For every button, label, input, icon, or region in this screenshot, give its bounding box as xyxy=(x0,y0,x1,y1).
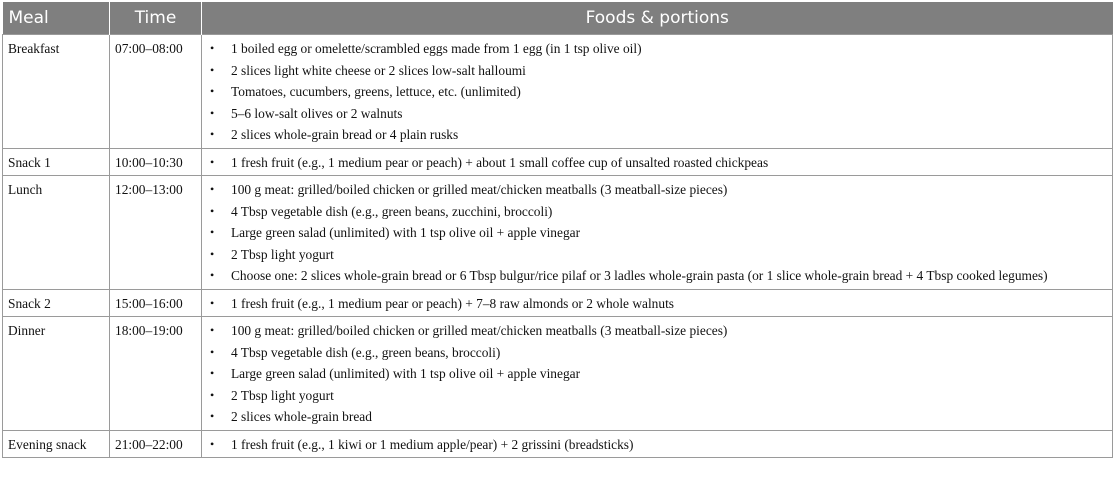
food-item: • 5–6 low-salt olives or 2 walnuts xyxy=(207,103,1107,125)
table-row xyxy=(3,176,1113,290)
header-foods: Foods & portions xyxy=(202,2,1113,35)
food-item: • 1 fresh fruit (e.g., 1 medium pear or peach) + about 1 small coffee cup of unsalted roasted chickpeas xyxy=(207,152,1107,174)
food-item: • Choose one: 2 slices whole-grain bread or 6 Tbsp bulgur/rice pilaf or 3 ladles whole-grain pasta (or 1 slice whole-grain bread + 4 Tbsp cooked legumes) xyxy=(207,265,1107,287)
meal-cell: Snack 1 xyxy=(3,148,110,176)
food-list xyxy=(207,38,1107,146)
food-item: • 100 g meat: grilled/boiled chicken or grilled meat/chicken meatballs (3 meatball-size pieces) xyxy=(207,179,1107,201)
time-cell: 21:00–22:00 xyxy=(110,430,202,458)
food-item: • 2 slices light white cheese or 2 slices low-salt halloumi xyxy=(207,60,1107,82)
foods-cell xyxy=(202,317,1113,431)
food-list xyxy=(207,320,1107,428)
food-list xyxy=(207,152,1107,174)
food-item: • 2 Tbsp light yogurt xyxy=(207,385,1107,407)
food-item: • 1 fresh fruit (e.g., 1 medium pear or peach) + 7–8 raw almonds or 2 whole walnuts xyxy=(207,293,1107,315)
time-cell: 10:00–10:30 xyxy=(110,148,202,176)
foods-cell xyxy=(202,148,1113,176)
food-item: • Large green salad (unlimited) with 1 tsp olive oil + apple vinegar xyxy=(207,363,1107,385)
table-row xyxy=(3,148,1113,176)
food-list xyxy=(207,293,1107,315)
meal-cell: Lunch xyxy=(3,176,110,290)
meal-plan-table xyxy=(2,2,1113,458)
meal-cell: Dinner xyxy=(3,317,110,431)
food-list xyxy=(207,434,1107,456)
header-row xyxy=(3,2,1113,35)
food-item: • 2 slices whole-grain bread or 4 plain rusks xyxy=(207,124,1107,146)
time-cell: 18:00–19:00 xyxy=(110,317,202,431)
foods-cell xyxy=(202,289,1113,317)
meal-cell: Snack 2 xyxy=(3,289,110,317)
table-row xyxy=(3,35,1113,149)
foods-cell xyxy=(202,176,1113,290)
foods-cell xyxy=(202,35,1113,149)
table-body xyxy=(3,35,1113,458)
food-item: • 2 slices whole-grain bread xyxy=(207,406,1107,428)
food-item: • 1 boiled egg or omelette/scrambled eggs made from 1 egg (in 1 tsp olive oil) xyxy=(207,38,1107,60)
food-item: • 2 Tbsp light yogurt xyxy=(207,244,1107,266)
table-row xyxy=(3,430,1113,458)
table-header xyxy=(3,2,1113,35)
header-time: Time xyxy=(110,2,202,35)
foods-cell xyxy=(202,430,1113,458)
meal-cell: Evening snack xyxy=(3,430,110,458)
time-cell: 12:00–13:00 xyxy=(110,176,202,290)
food-item: • Tomatoes, cucumbers, greens, lettuce, etc. (unlimited) xyxy=(207,81,1107,103)
table-row xyxy=(3,317,1113,431)
food-list xyxy=(207,179,1107,287)
food-item: • 4 Tbsp vegetable dish (e.g., green beans, broccoli) xyxy=(207,342,1107,364)
meal-cell: Breakfast xyxy=(3,35,110,149)
time-cell: 07:00–08:00 xyxy=(110,35,202,149)
food-item: • 4 Tbsp vegetable dish (e.g., green beans, zucchini, broccoli) xyxy=(207,201,1107,223)
food-item: • 100 g meat: grilled/boiled chicken or grilled meat/chicken meatballs (3 meatball-size pieces) xyxy=(207,320,1107,342)
time-cell: 15:00–16:00 xyxy=(110,289,202,317)
table-row xyxy=(3,289,1113,317)
food-item: • Large green salad (unlimited) with 1 tsp olive oil + apple vinegar xyxy=(207,222,1107,244)
food-item: • 1 fresh fruit (e.g., 1 kiwi or 1 medium apple/pear) + 2 grissini (breadsticks) xyxy=(207,434,1107,456)
header-meal: Meal xyxy=(3,2,110,35)
